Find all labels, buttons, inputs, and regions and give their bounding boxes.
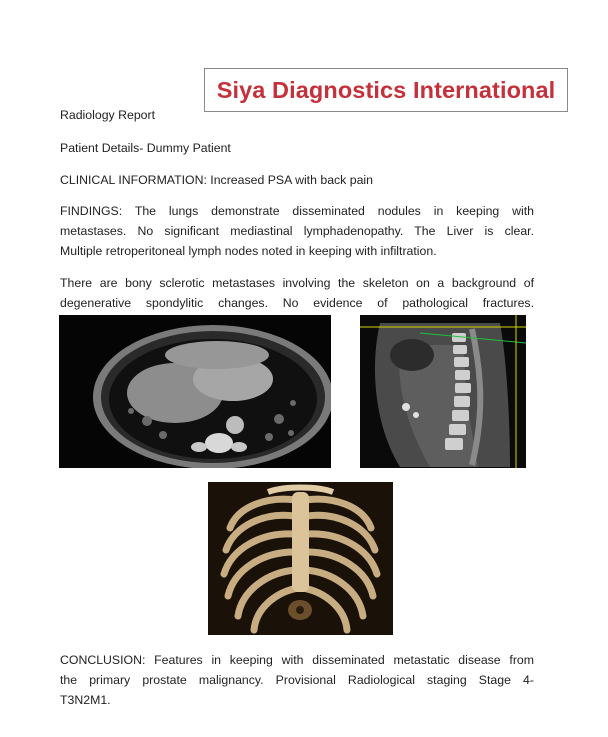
brand-title: Siya Diagnostics International bbox=[216, 76, 556, 103]
3d-render-image-graphic bbox=[208, 482, 393, 635]
sagittal-ct-spine-image bbox=[360, 315, 526, 468]
bone-findings-line: There are bony sclerotic metastases involving the skeleton on a background of bbox=[60, 276, 534, 290]
3d-rib-cage-render-image bbox=[208, 482, 393, 635]
findings-paragraph bbox=[60, 201, 534, 261]
conclusion-line: CONCLUSION: Features in keeping with disseminated metastatic disease from bbox=[60, 653, 534, 667]
axial-ct-chest-image bbox=[59, 315, 331, 468]
conclusion-line: the primary prostate malignancy. Provisional Radiological staging Stage 4- bbox=[60, 673, 534, 687]
clinical-information: CLINICAL INFORMATION: Increased PSA with back pain bbox=[60, 173, 373, 187]
patient-details: Patient Details- Dummy Patient bbox=[60, 141, 231, 155]
conclusion-paragraph bbox=[60, 650, 534, 710]
findings-line: FINDINGS: The lungs demonstrate disseminated nodules in keeping with bbox=[60, 204, 534, 218]
bone-findings-line: degenerative spondylitic changes. No evidence of pathological fractures. bbox=[60, 296, 534, 310]
ct-sagittal-image-graphic bbox=[360, 315, 526, 468]
bone-findings-paragraph bbox=[60, 273, 534, 313]
findings-line: metastases. No significant mediastinal lymphadenopathy. The Liver is clear. bbox=[60, 224, 534, 238]
ct-axial-image-graphic bbox=[59, 315, 331, 468]
brand-header-box bbox=[204, 68, 568, 112]
findings-line: Multiple retroperitoneal lymph nodes noted in keeping with infiltration. bbox=[60, 244, 437, 258]
conclusion-line: T3N2M1. bbox=[60, 693, 111, 707]
report-title: Radiology Report bbox=[60, 108, 156, 122]
